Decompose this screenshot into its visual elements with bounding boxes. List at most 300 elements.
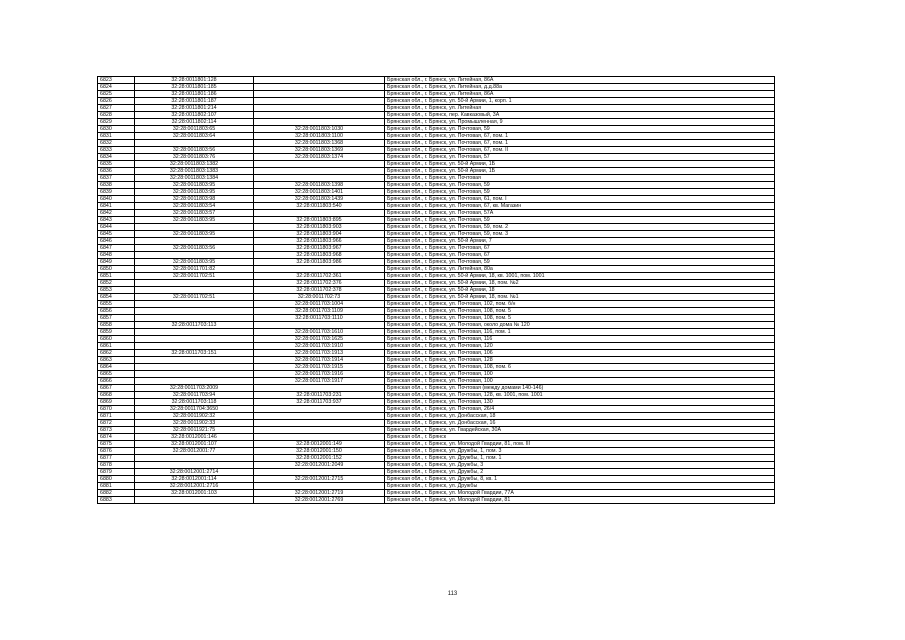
row-number-cell: 6849 — [98, 259, 135, 266]
cadastral-number-cell: 32:28:0011803:95 — [135, 231, 254, 238]
building-cadastral-number-cell — [254, 266, 385, 273]
row-number-cell: 6872 — [98, 420, 135, 427]
cadastral-number-cell: 32:28:0012001:2716 — [135, 483, 254, 490]
table-row — [98, 483, 775, 490]
table-row — [98, 490, 775, 497]
row-number-cell: 6859 — [98, 329, 135, 336]
building-cadastral-number-cell — [254, 322, 385, 329]
table-row — [98, 189, 775, 196]
building-cadastral-number-cell: 32:28:0012001:152 — [254, 455, 385, 462]
table-row — [98, 217, 775, 224]
table-row — [98, 168, 775, 175]
row-number-cell: 6876 — [98, 448, 135, 455]
address-cell: Брянская обл., г. Брянск, ул. Почтовая, 100 — [385, 371, 775, 378]
cadastral-number-cell: 32:28:0011801:186 — [135, 91, 254, 98]
table-row — [98, 245, 775, 252]
cadastral-number-cell: 32:28:0011704:3650 — [135, 406, 254, 413]
row-number-cell: 6839 — [98, 189, 135, 196]
address-cell: Брянская обл., г. Брянск, ул. Почтовая (между домами 140-146) — [385, 385, 775, 392]
building-cadastral-number-cell: 32:28:0011803:966 — [254, 238, 385, 245]
building-cadastral-number-cell — [254, 434, 385, 441]
table-row — [98, 175, 775, 182]
address-cell: Брянская обл., г. Брянск, ул. Молодой Гвардии, 77А — [385, 490, 775, 497]
building-cadastral-number-cell: 32:28:0011803:986 — [254, 259, 385, 266]
row-number-cell: 6855 — [98, 301, 135, 308]
building-cadastral-number-cell — [254, 84, 385, 91]
cadastral-number-cell: 32:28:0011803:1384 — [135, 175, 254, 182]
address-cell: Брянская обл., г. Брянск, ул. Литейная, 86А — [385, 77, 775, 84]
address-cell: Брянская обл., г. Брянск, пер. Кавказовый, 3А — [385, 112, 775, 119]
address-cell: Брянская обл., г. Брянск, ул. Почтовая, 116 — [385, 336, 775, 343]
cadastral-number-cell: 32:28:0011803:64 — [135, 133, 254, 140]
address-cell: Брянская обл., г. Брянск — [385, 434, 775, 441]
building-cadastral-number-cell — [254, 406, 385, 413]
row-number-cell: 6870 — [98, 406, 135, 413]
table-row — [98, 301, 775, 308]
building-cadastral-number-cell: 32:28:0011703:1610 — [254, 329, 385, 336]
cadastral-number-cell: 32:28:0012001:103 — [135, 490, 254, 497]
table-row — [98, 161, 775, 168]
building-cadastral-number-cell: 32:28:0011703:1110 — [254, 315, 385, 322]
cadastral-number-cell — [135, 224, 254, 231]
address-cell: Брянская обл., г. Брянск, ул. Почтовая, около дома № 120 — [385, 322, 775, 329]
table-row — [98, 266, 775, 273]
cadastral-number-cell: 32:28:0011703:2009 — [135, 385, 254, 392]
row-number-cell: 6833 — [98, 147, 135, 154]
table-row — [98, 455, 775, 462]
row-number-cell: 6882 — [98, 490, 135, 497]
row-number-cell: 6875 — [98, 441, 135, 448]
table-row — [98, 434, 775, 441]
table-row — [98, 392, 775, 399]
row-number-cell: 6860 — [98, 336, 135, 343]
row-number-cell: 6869 — [98, 399, 135, 406]
address-cell: Брянская обл., г. Брянск, ул. Молодой Гвардии, 81 — [385, 497, 775, 504]
row-number-cell: 6842 — [98, 210, 135, 217]
address-cell: Брянская обл., г. Брянск, ул. Почтовая, 57 — [385, 154, 775, 161]
address-cell: Брянская обл., г. Брянск, ул. Дружбы, 3 — [385, 462, 775, 469]
building-cadastral-number-cell — [254, 469, 385, 476]
row-number-cell: 6848 — [98, 252, 135, 259]
table-row — [98, 84, 775, 91]
address-cell: Брянская обл., г. Брянск, ул. Почтовая, 130 — [385, 399, 775, 406]
table-row — [98, 252, 775, 259]
building-cadastral-number-cell: 32:28:0011703:937 — [254, 399, 385, 406]
cadastral-number-cell: 32:28:0011803:76 — [135, 154, 254, 161]
row-number-cell: 6826 — [98, 98, 135, 105]
table-row — [98, 154, 775, 161]
building-cadastral-number-cell: 32:28:0012001:149 — [254, 441, 385, 448]
cadastral-number-cell — [135, 140, 254, 147]
cadastral-number-cell — [135, 238, 254, 245]
table-row — [98, 427, 775, 434]
table-row — [98, 497, 775, 504]
table-row — [98, 399, 775, 406]
address-cell: Брянская обл., г. Брянск, ул. Почтовая, 59 — [385, 217, 775, 224]
building-cadastral-number-cell: 32:28:0011703:1625 — [254, 336, 385, 343]
cadastral-number-cell — [135, 357, 254, 364]
table-row — [98, 476, 775, 483]
address-cell: Брянская обл., г. Брянск, ул. Почтовая, 108, пом. 5 — [385, 315, 775, 322]
address-cell: Брянская обл., г. Брянск, ул. Литейная, 86А — [385, 91, 775, 98]
cadastral-number-cell: 32:28:0011703:151 — [135, 350, 254, 357]
row-number-cell: 6837 — [98, 175, 135, 182]
building-cadastral-number-cell: 32:28:0011803:1398 — [254, 182, 385, 189]
address-cell: Брянская обл., г. Брянск, ул. Литейная — [385, 105, 775, 112]
address-cell: Брянская обл., г. Брянск, ул. Почтовая, 67, пом. 1 — [385, 133, 775, 140]
address-cell: Брянская обл., г. Брянск, ул. Почтовая, 116, пом. 1 — [385, 329, 775, 336]
row-number-cell: 6841 — [98, 203, 135, 210]
cadastral-number-cell — [135, 462, 254, 469]
cadastral-number-cell: 32:28:0011803:56 — [135, 245, 254, 252]
table-row — [98, 91, 775, 98]
address-cell: Брянская обл., г. Брянск, ул. 50-й Армии, 1Б — [385, 161, 775, 168]
row-number-cell: 6844 — [98, 224, 135, 231]
building-cadastral-number-cell: 32:28:0011803:1374 — [254, 154, 385, 161]
table-row — [98, 182, 775, 189]
address-cell: Брянская обл., г. Брянск, ул. Дружбы, 1, пом. 1 — [385, 455, 775, 462]
row-number-cell: 6878 — [98, 462, 135, 469]
row-number-cell: 6863 — [98, 357, 135, 364]
building-cadastral-number-cell: 32:28:0011703:1914 — [254, 357, 385, 364]
row-number-cell: 6854 — [98, 294, 135, 301]
cadastral-number-cell: 32:28:0012001:107 — [135, 441, 254, 448]
row-number-cell: 6830 — [98, 126, 135, 133]
building-cadastral-number-cell — [254, 210, 385, 217]
cadastral-number-cell: 32:28:0011803:95 — [135, 182, 254, 189]
cadastral-number-cell: 32:28:0011803:56 — [135, 147, 254, 154]
table-row — [98, 133, 775, 140]
building-cadastral-number-cell — [254, 98, 385, 105]
address-cell: Брянская обл., г. Брянск, ул. Донбасская, 18 — [385, 413, 775, 420]
cadastral-number-cell: 32:28:0011801:185 — [135, 84, 254, 91]
table-row — [98, 308, 775, 315]
cadastral-number-cell — [135, 371, 254, 378]
building-cadastral-number-cell: 32:28:0011803:540 — [254, 203, 385, 210]
table-row — [98, 294, 775, 301]
table-row — [98, 413, 775, 420]
row-number-cell: 6881 — [98, 483, 135, 490]
page-number: 113 — [447, 591, 458, 597]
table-row — [98, 315, 775, 322]
table-row — [98, 378, 775, 385]
building-cadastral-number-cell: 32:28:0011702:376 — [254, 280, 385, 287]
table-row — [98, 469, 775, 476]
cadastral-number-cell — [135, 308, 254, 315]
cadastral-number-cell: 32:28:0011803:95 — [135, 259, 254, 266]
building-cadastral-number-cell: 32:28:0012001:2049 — [254, 462, 385, 469]
building-cadastral-number-cell: 32:28:0011703:231 — [254, 392, 385, 399]
cadastral-number-cell: 32:28:0011803:57 — [135, 210, 254, 217]
building-cadastral-number-cell — [254, 483, 385, 490]
row-number-cell: 6857 — [98, 315, 135, 322]
row-number-cell: 6856 — [98, 308, 135, 315]
cadastral-number-cell: 32:28:0011701:82 — [135, 266, 254, 273]
table-row — [98, 385, 775, 392]
building-cadastral-number-cell — [254, 105, 385, 112]
cadastral-number-cell: 32:28:0011803:54 — [135, 203, 254, 210]
table-row — [98, 336, 775, 343]
building-cadastral-number-cell: 32:28:0011803:968 — [254, 252, 385, 259]
building-cadastral-number-cell: 32:28:0011803:967 — [254, 245, 385, 252]
building-cadastral-number-cell: 32:28:0011803:1439 — [254, 196, 385, 203]
building-cadastral-number-cell: 32:28:0011703:1915 — [254, 364, 385, 371]
cadastral-number-cell: 32:28:0011703:118 — [135, 399, 254, 406]
table-row — [98, 119, 775, 126]
cadastral-number-cell: 32:28:0011802:114 — [135, 119, 254, 126]
building-cadastral-number-cell: 32:28:0012001:150 — [254, 448, 385, 455]
address-cell: Брянская обл., г. Брянск, ул. Почтовая — [385, 175, 775, 182]
address-cell: Брянская обл., г. Брянск, ул. 50-й Армии, 18, пом. №2 — [385, 280, 775, 287]
row-number-cell: 6858 — [98, 322, 135, 329]
row-number-cell: 6840 — [98, 196, 135, 203]
cadastral-number-cell — [135, 315, 254, 322]
cadastral-number-cell: 32:28:0011902:33 — [135, 420, 254, 427]
address-cell: Брянская обл., г. Брянск, ул. Почтовая, 26/4 — [385, 406, 775, 413]
cadastral-number-cell: 32:28:0011702:51 — [135, 294, 254, 301]
table-row — [98, 105, 775, 112]
cadastral-number-cell: 32:28:0011921:75 — [135, 427, 254, 434]
address-cell: Брянская обл., г. Брянск, ул. Почтовая, 67, пом. 1 — [385, 140, 775, 147]
cadastral-number-cell — [135, 280, 254, 287]
table-row — [98, 196, 775, 203]
building-cadastral-number-cell: 32:28:0011803:1030 — [254, 126, 385, 133]
table-row — [98, 462, 775, 469]
row-number-cell: 6865 — [98, 371, 135, 378]
address-cell: Брянская обл., г. Брянск, ул. Литейная, д.д.88а — [385, 84, 775, 91]
row-number-cell: 6831 — [98, 133, 135, 140]
table-row — [98, 329, 775, 336]
address-cell: Брянская обл., г. Брянск, ул. 50-й Армии, 18, кв. 1001, пом. 1001 — [385, 273, 775, 280]
row-number-cell: 6852 — [98, 280, 135, 287]
cadastral-number-cell — [135, 455, 254, 462]
building-cadastral-number-cell: 32:28:0011803:903 — [254, 224, 385, 231]
building-cadastral-number-cell: 32:28:0011702:73 — [254, 294, 385, 301]
building-cadastral-number-cell: 32:28:0012001:2769 — [254, 497, 385, 504]
building-cadastral-number-cell: 32:28:0011803:895 — [254, 217, 385, 224]
table-row — [98, 231, 775, 238]
cadastral-number-cell: 32:28:0012001:146 — [135, 434, 254, 441]
row-number-cell: 6868 — [98, 392, 135, 399]
address-cell: Брянская обл., г. Брянск, ул. Почтовая, 59, пом. 2 — [385, 224, 775, 231]
cadastral-number-cell: 32:28:0011803:1382 — [135, 161, 254, 168]
row-number-cell: 6880 — [98, 476, 135, 483]
row-number-cell: 6851 — [98, 273, 135, 280]
cadastral-number-cell: 32:28:0011803:95 — [135, 189, 254, 196]
cadastral-number-cell — [135, 329, 254, 336]
row-number-cell: 6853 — [98, 287, 135, 294]
building-cadastral-number-cell: 32:28:0011703:1004 — [254, 301, 385, 308]
table-row — [98, 343, 775, 350]
row-number-cell: 6846 — [98, 238, 135, 245]
address-cell: Брянская обл., г. Брянск, ул. Почтовая, 59 — [385, 182, 775, 189]
building-cadastral-number-cell — [254, 420, 385, 427]
table-row — [98, 77, 775, 84]
address-cell: Брянская обл., г. Брянск, ул. Почтовая, 108, пом. 6 — [385, 364, 775, 371]
table-row — [98, 203, 775, 210]
row-number-cell: 6879 — [98, 469, 135, 476]
table-row — [98, 371, 775, 378]
address-cell: Брянская обл., г. Брянск, ул. Почтовая, 59, пом. 3 — [385, 231, 775, 238]
row-number-cell: 6850 — [98, 266, 135, 273]
address-cell: Брянская обл., г. Брянск, ул. Почтовая, 67 — [385, 252, 775, 259]
row-number-cell: 6843 — [98, 217, 135, 224]
row-number-cell: 6823 — [98, 77, 135, 84]
building-cadastral-number-cell: 32:28:0012001:2715 — [254, 476, 385, 483]
table-row — [98, 322, 775, 329]
address-cell: Брянская обл., г. Брянск, ул. Промышленная, 9 — [385, 119, 775, 126]
registry-table — [97, 76, 775, 504]
table-row — [98, 448, 775, 455]
registry-table-body — [98, 77, 775, 504]
table-row — [98, 224, 775, 231]
cadastral-number-cell: 32:28:0011801:187 — [135, 98, 254, 105]
address-cell: Брянская обл., г. Брянск, ул. 50-й Армии, 7 — [385, 238, 775, 245]
row-number-cell: 6874 — [98, 434, 135, 441]
row-number-cell: 6845 — [98, 231, 135, 238]
building-cadastral-number-cell: 32:28:0011803:904 — [254, 231, 385, 238]
cadastral-number-cell: 32:28:0012001:77 — [135, 448, 254, 455]
cadastral-number-cell: 32:28:0011902:32 — [135, 413, 254, 420]
cadastral-number-cell — [135, 364, 254, 371]
address-cell: Брянская обл., г. Брянск, ул. 50-й Армии, 1, корп. 1 — [385, 98, 775, 105]
row-number-cell: 6835 — [98, 161, 135, 168]
address-cell: Брянская обл., г. Брянск, ул. Дружбы — [385, 483, 775, 490]
cadastral-number-cell — [135, 343, 254, 350]
row-number-cell: 6883 — [98, 497, 135, 504]
cadastral-number-cell: 32:28:0012001:2714 — [135, 469, 254, 476]
row-number-cell: 6832 — [98, 140, 135, 147]
address-cell: Брянская обл., г. Брянск, ул. Почтовая, 100 — [385, 378, 775, 385]
building-cadastral-number-cell — [254, 385, 385, 392]
building-cadastral-number-cell — [254, 112, 385, 119]
table-row — [98, 350, 775, 357]
table-row — [98, 238, 775, 245]
table-row — [98, 287, 775, 294]
building-cadastral-number-cell — [254, 413, 385, 420]
cadastral-number-cell — [135, 252, 254, 259]
address-cell: Брянская обл., г. Брянск, ул. Почтовая, 61, пом. I — [385, 196, 775, 203]
cadastral-number-cell — [135, 378, 254, 385]
address-cell: Брянская обл., г. Брянск, ул. Почтовая, 120 — [385, 343, 775, 350]
address-cell: Брянская обл., г. Брянск, ул. Молодой Гвардии, 81, пом. III — [385, 441, 775, 448]
address-cell: Брянская обл., г. Брянск, ул. Почтовая, 108, пом. 5 — [385, 308, 775, 315]
table-row — [98, 273, 775, 280]
building-cadastral-number-cell — [254, 91, 385, 98]
address-cell: Брянская обл., г. Брянск, ул. 50-й Армии, 18 — [385, 287, 775, 294]
building-cadastral-number-cell: 32:28:0011703:1109 — [254, 308, 385, 315]
row-number-cell: 6867 — [98, 385, 135, 392]
address-cell: Брянская обл., г. Брянск, ул. 50-й Армии, 18, пом. №1 — [385, 294, 775, 301]
cadastral-number-cell: 32:28:0011801:128 — [135, 77, 254, 84]
row-number-cell: 6866 — [98, 378, 135, 385]
address-cell: Брянская обл., г. Брянск, ул. Дружбы, 8, кв. 1 — [385, 476, 775, 483]
building-cadastral-number-cell: 32:28:0011703:1913 — [254, 350, 385, 357]
cadastral-number-cell: 32:28:0011801:214 — [135, 105, 254, 112]
table-row — [98, 126, 775, 133]
address-cell: Брянская обл., г. Брянск, ул. Донбасская, 16 — [385, 420, 775, 427]
row-number-cell: 6829 — [98, 119, 135, 126]
row-number-cell: 6877 — [98, 455, 135, 462]
address-cell: Брянская обл., г. Брянск, ул. Дружбы, 2 — [385, 469, 775, 476]
row-number-cell: 6864 — [98, 364, 135, 371]
table-row — [98, 441, 775, 448]
cadastral-number-cell: 32:28:0011802:107 — [135, 112, 254, 119]
cadastral-number-cell: 32:28:0011803:95 — [135, 217, 254, 224]
building-cadastral-number-cell: 32:28:0011803:1100 — [254, 133, 385, 140]
cadastral-number-cell: 32:28:0011703:94 — [135, 392, 254, 399]
cadastral-number-cell — [135, 336, 254, 343]
row-number-cell: 6862 — [98, 350, 135, 357]
address-cell: Брянская обл., г. Брянск, ул. Почтовая, 57А — [385, 210, 775, 217]
table-row — [98, 259, 775, 266]
row-number-cell: 6824 — [98, 84, 135, 91]
building-cadastral-number-cell: 32:28:0011703:1910 — [254, 343, 385, 350]
cadastral-number-cell — [135, 497, 254, 504]
cadastral-number-cell: 32:28:0011703:113 — [135, 322, 254, 329]
cadastral-number-cell: 32:28:0011702:51 — [135, 273, 254, 280]
table-row — [98, 112, 775, 119]
building-cadastral-number-cell — [254, 161, 385, 168]
table-row — [98, 280, 775, 287]
cadastral-number-cell: 32:28:0012001:114 — [135, 476, 254, 483]
table-row — [98, 357, 775, 364]
table-row — [98, 98, 775, 105]
row-number-cell: 6838 — [98, 182, 135, 189]
table-row — [98, 147, 775, 154]
building-cadastral-number-cell — [254, 175, 385, 182]
address-cell: Брянская обл., г. Брянск, ул. Литейная, 80а — [385, 266, 775, 273]
cadastral-number-cell: 32:28:0011803:65 — [135, 126, 254, 133]
address-cell: Брянская обл., г. Брянск, ул. Почтовая, 59 — [385, 126, 775, 133]
table-row — [98, 210, 775, 217]
cadastral-number-cell: 32:28:0011803:98 — [135, 196, 254, 203]
building-cadastral-number-cell: 32:28:0011703:1916 — [254, 371, 385, 378]
cadastral-number-cell: 32:28:0011803:1383 — [135, 168, 254, 175]
building-cadastral-number-cell: 32:28:0011803:1369 — [254, 147, 385, 154]
address-cell: Брянская обл., г. Брянск, ул. Почтовая, 67, пом. II — [385, 147, 775, 154]
building-cadastral-number-cell — [254, 77, 385, 84]
building-cadastral-number-cell: 32:28:0011803:1368 — [254, 140, 385, 147]
address-cell: Брянская обл., г. Брянск, ул. Почтовая, 59 — [385, 189, 775, 196]
address-cell: Брянская обл., г. Брянск, ул. Почтовая, 59 — [385, 259, 775, 266]
building-cadastral-number-cell — [254, 119, 385, 126]
address-cell: Брянская обл., г. Брянск, ул. Почтовая, 102, пом. б/н — [385, 301, 775, 308]
address-cell: Брянская обл., г. Брянск, ул. Дружбы, 1, пом. 3 — [385, 448, 775, 455]
row-number-cell: 6828 — [98, 112, 135, 119]
address-cell: Брянская обл., г. Брянск, ул. Почтовая, 67, кв. Магазин — [385, 203, 775, 210]
address-cell: Брянская обл., г. Брянск, ул. Почтовая, 67 — [385, 245, 775, 252]
table-row — [98, 420, 775, 427]
address-cell: Брянская обл., г. Брянск, ул. Почтовая, 128, кв. 1001, пом. 1001 — [385, 392, 775, 399]
address-cell: Брянская обл., г. Брянск, ул. 50-й Армии, 1Б — [385, 168, 775, 175]
building-cadastral-number-cell: 32:28:0011803:1401 — [254, 189, 385, 196]
row-number-cell: 6861 — [98, 343, 135, 350]
building-cadastral-number-cell — [254, 168, 385, 175]
address-cell: Брянская обл., г. Брянск, ул. Гвардейская, 30А — [385, 427, 775, 434]
address-cell: Брянская обл., г. Брянск, ул. Почтовая, 128 — [385, 357, 775, 364]
row-number-cell: 6825 — [98, 91, 135, 98]
building-cadastral-number-cell: 32:28:0011702:361 — [254, 273, 385, 280]
building-cadastral-number-cell: 32:28:0011702:378 — [254, 287, 385, 294]
row-number-cell: 6836 — [98, 168, 135, 175]
table-row — [98, 406, 775, 413]
row-number-cell: 6827 — [98, 105, 135, 112]
table-row — [98, 140, 775, 147]
row-number-cell: 6871 — [98, 413, 135, 420]
row-number-cell: 6834 — [98, 154, 135, 161]
row-number-cell: 6847 — [98, 245, 135, 252]
